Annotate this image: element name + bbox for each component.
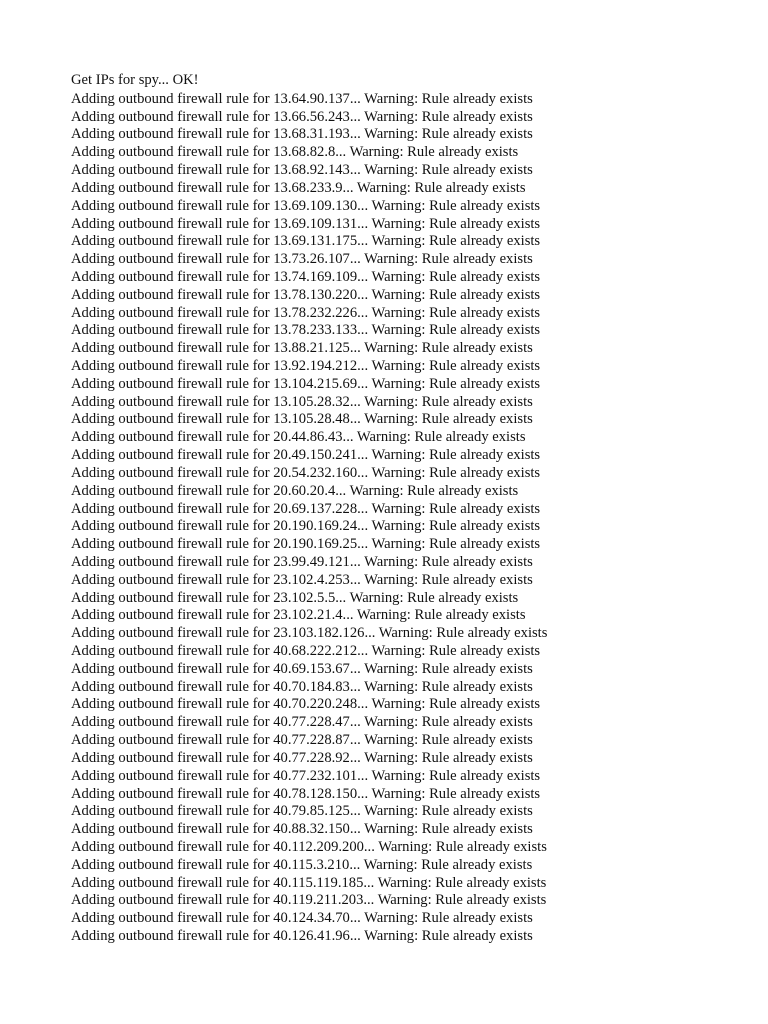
log-line: Adding outbound firewall rule for 13.78.232.226... Warning: Rule already exists xyxy=(71,304,541,321)
log-line: Adding outbound firewall rule for 23.102.4.253... Warning: Rule already exists xyxy=(71,571,533,588)
log-line: Adding outbound firewall rule for 13.64.90.137... Warning: Rule already exists xyxy=(71,90,533,107)
log-line: Adding outbound firewall rule for 40.88.32.150... Warning: Rule already exists xyxy=(71,821,533,838)
log-line: Adding outbound firewall rule for 40.70.184.83... Warning: Rule already exists xyxy=(71,678,533,695)
log-line: Adding outbound firewall rule for 23.102.21.4... Warning: Rule already exists xyxy=(71,607,526,624)
log-line: Adding outbound firewall rule for 40.79.85.125... Warning: Rule already exists xyxy=(71,803,533,820)
log-line: Adding outbound firewall rule for 40.126.41.96... Warning: Rule already exists xyxy=(71,928,533,944)
log-line: Adding outbound firewall rule for 23.99.49.121... Warning: Rule already exists xyxy=(71,553,533,570)
log-line: Adding outbound firewall rule for 20.49.150.241... Warning: Rule already exists xyxy=(71,447,541,464)
log-line: Adding outbound firewall rule for 13.78.233.133... Warning: Rule already exists xyxy=(71,322,541,339)
log-line: Adding outbound firewall rule for 23.103.182.126... Warning: Rule already exists xyxy=(71,625,548,642)
log-line: Adding outbound firewall rule for 13.69.109.130... Warning: Rule already exists xyxy=(71,197,541,214)
log-line: Adding outbound firewall rule for 13.68.31.193... Warning: Rule already exists xyxy=(71,126,533,143)
log-line: Adding outbound firewall rule for 13.68.92.143... Warning: Rule already exists xyxy=(71,162,533,179)
log-line: Adding outbound firewall rule for 13.105.28.32... Warning: Rule already exists xyxy=(71,393,533,410)
log-line: Adding outbound firewall rule for 40.115.3.210... Warning: Rule already exists xyxy=(71,856,533,873)
log-line: Adding outbound firewall rule for 40.77.232.101... Warning: Rule already exists xyxy=(71,767,541,784)
log-line: Adding outbound firewall rule for 13.73.26.107... Warning: Rule already exists xyxy=(71,251,533,268)
log-line: Adding outbound firewall rule for 40.77.228.92... Warning: Rule already exists xyxy=(71,749,533,766)
log-line: Adding outbound firewall rule for 40.70.220.248... Warning: Rule already exists xyxy=(71,696,541,713)
log-line: Adding outbound firewall rule for 23.102.5.5... Warning: Rule already exists xyxy=(71,589,519,606)
log-lines xyxy=(71,91,751,946)
log-line: Adding outbound firewall rule for 20.190.169.25... Warning: Rule already exists xyxy=(71,536,541,553)
log-line: Adding outbound firewall rule for 40.112.209.200... Warning: Rule already exists xyxy=(71,838,547,855)
log-line: Adding outbound firewall rule for 40.69.153.67... Warning: Rule already exists xyxy=(71,660,533,677)
log-line: Adding outbound firewall rule for 13.68.82.8... Warning: Rule already exists xyxy=(71,144,519,161)
log-line: Adding outbound firewall rule for 13.78.130.220... Warning: Rule already exists xyxy=(71,286,541,303)
log-line: Adding outbound firewall rule for 13.105.28.48... Warning: Rule already exists xyxy=(71,411,533,428)
log-line: Adding outbound firewall rule for 13.92.194.212... Warning: Rule already exists xyxy=(71,358,541,374)
log-line: Adding outbound firewall rule for 40.77.228.47... Warning: Rule already exists xyxy=(71,714,533,731)
log-line: Adding outbound firewall rule for 40.119.211.203... Warning: Rule already exists xyxy=(71,892,547,909)
log-line: Adding outbound firewall rule for 13.88.21.125... Warning: Rule already exists xyxy=(71,340,533,357)
log-line: Adding outbound firewall rule for 40.68.222.212... Warning: Rule already exists xyxy=(71,643,541,659)
log-header-line: Get IPs for spy... OK! xyxy=(71,72,199,88)
log-line: Adding outbound firewall rule for 40.124.34.70... Warning: Rule already exists xyxy=(71,910,533,927)
log-line: Adding outbound firewall rule for 40.78.128.150... Warning: Rule already exists xyxy=(71,785,541,802)
log-line: Adding outbound firewall rule for 40.77.228.87... Warning: Rule already exists xyxy=(71,732,533,749)
log-line: Adding outbound firewall rule for 13.69.109.131... Warning: Rule already exists xyxy=(71,215,541,232)
log-line: Adding outbound firewall rule for 20.60.20.4... Warning: Rule already exists xyxy=(71,482,519,499)
log-line: Adding outbound firewall rule for 13.68.233.9... Warning: Rule already exists xyxy=(71,179,526,196)
log-line: Adding outbound firewall rule for 13.69.131.175... Warning: Rule already exists xyxy=(71,233,541,250)
log-line: Adding outbound firewall rule for 40.115.119.185... Warning: Rule already exists xyxy=(71,874,547,891)
log-line: Adding outbound firewall rule for 20.190.169.24... Warning: Rule already exists xyxy=(71,518,541,535)
log-line: Adding outbound firewall rule for 13.66.56.243... Warning: Rule already exists xyxy=(71,108,533,125)
log-output xyxy=(71,72,751,946)
log-line: Adding outbound firewall rule for 20.44.86.43... Warning: Rule already exists xyxy=(71,429,526,446)
log-line: Adding outbound firewall rule for 20.69.137.228... Warning: Rule already exists xyxy=(71,500,541,517)
log-line: Adding outbound firewall rule for 20.54.232.160... Warning: Rule already exists xyxy=(71,464,541,481)
log-line: Adding outbound firewall rule for 13.74.169.109... Warning: Rule already exists xyxy=(71,268,541,285)
log-line: Adding outbound firewall rule for 13.104.215.69... Warning: Rule already exists xyxy=(71,375,541,392)
